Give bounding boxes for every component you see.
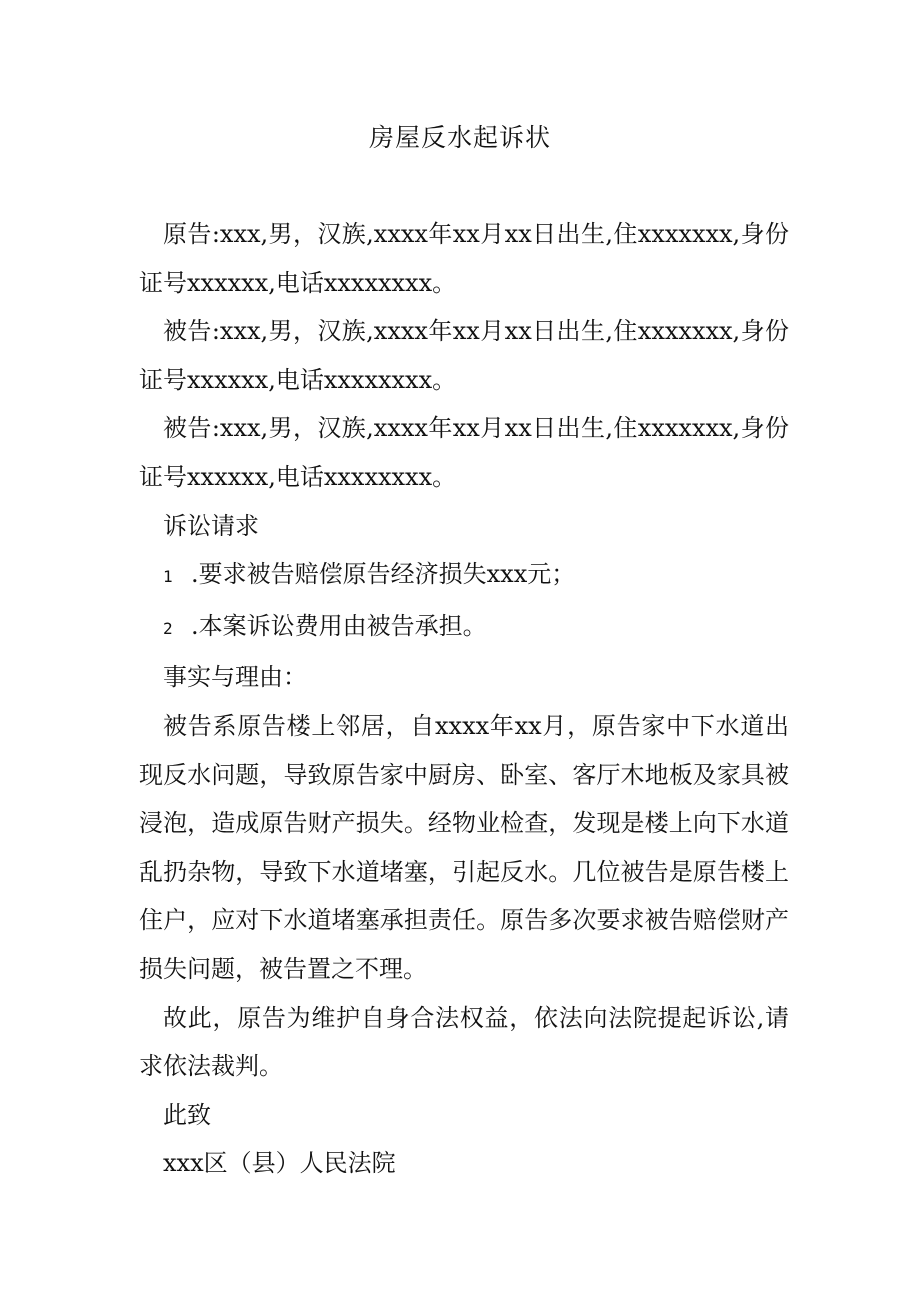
facts-heading: 事实与理由： (163, 663, 307, 692)
claim-number-1: 1 (163, 567, 173, 587)
facts-body: 被告系原告楼上邻居，自xxxx年xx月，原告家中下水道出现反水问题，导致原告家中厨房、卧室、客厅木地板及家具被浸泡，造成原告财产损失。经物业检查，发现是楼上向下水道乱扔杂物，导致下水道堵塞，引起反水。几位被告是原告楼上住户，应对下水道堵塞承担责任。原告多次要求被告赔偿财产损失问题，被告置之不理。 (139, 711, 789, 983)
document-body (139, 210, 789, 1188)
court-addressee: xxx区（县）人民法院 (163, 1149, 396, 1178)
defendant-info-2: 被告:xxx,男，汉族,xxxx年xx月xx日出生,住xxxxxxx,身份证号xxxxxx,电话xxxxxxxx。 (139, 414, 789, 491)
claim-text-1: .要求被告赔偿原告经济损失xxx元； (191, 560, 576, 589)
defendant-info-1: 被告:xxx,男，汉族,xxxx年xx月xx日出生,住xxxxxxx,身份证号xxxxxx,电话xxxxxxxx。 (139, 317, 789, 394)
claim-item-1 (139, 550, 789, 602)
claims-heading: 诉讼请求 (163, 511, 259, 540)
claim-text-2: .本案诉讼费用由被告承担。 (191, 611, 487, 640)
closing-salutation: 此致 (163, 1100, 211, 1129)
claim-item-2 (139, 602, 789, 654)
claim-number-2: 2 (163, 618, 173, 638)
conclusion-paragraph: 故此，原告为维护自身合法权益，依法向法院提起诉讼,请求依法裁判。 (139, 1003, 789, 1081)
document-title: 房屋反水起诉状 (368, 123, 551, 152)
plaintiff-info: 原告:xxx,男，汉族,xxxx年xx月xx日出生,住xxxxxxx,身份证号xxxxxx,电话xxxxxxxx。 (139, 220, 789, 297)
